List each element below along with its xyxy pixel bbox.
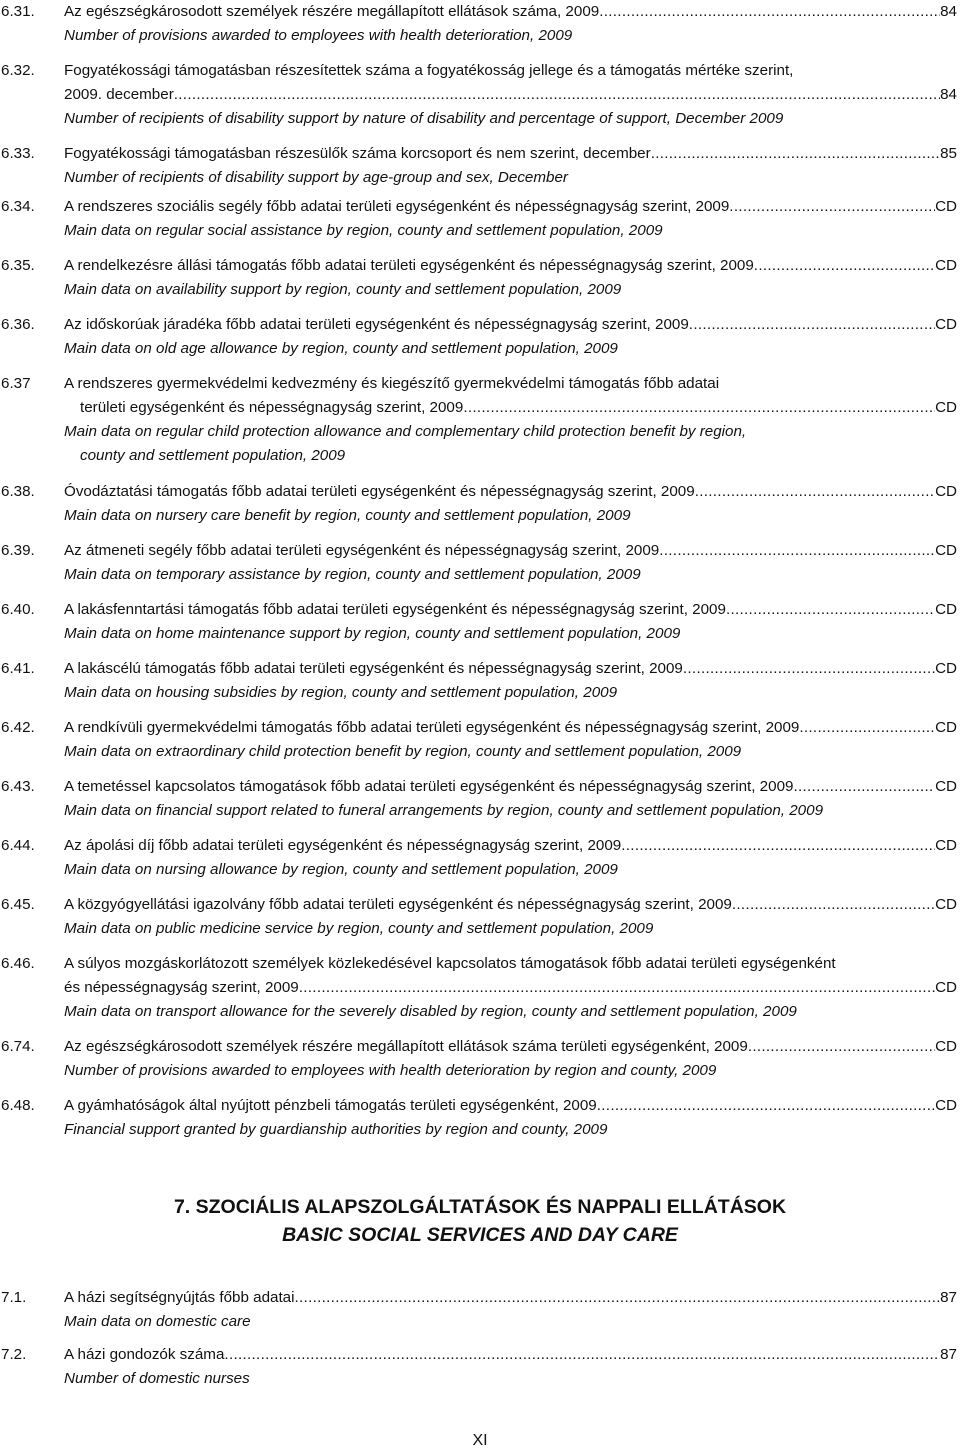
entry-page-ref[interactable]: CD bbox=[935, 1097, 957, 1114]
entry-number: 6.41. bbox=[1, 660, 35, 677]
entry-title-hu-text: területi egységenként és népességnagyság szerint, 2009 bbox=[80, 399, 464, 416]
dot-leader bbox=[732, 893, 935, 917]
dot-leader bbox=[224, 1343, 940, 1367]
entry-page-ref[interactable]: CD bbox=[935, 837, 957, 854]
entry-number: 6.45. bbox=[1, 896, 35, 913]
entry-title-hu-text: A rendelkezésre állási támogatás főbb adatai területi egységenként és népességnagyság szerint, 2009 bbox=[64, 257, 754, 274]
entry-page-ref[interactable]: CD bbox=[935, 399, 957, 416]
dot-leader bbox=[659, 539, 935, 563]
entry-title-hu-line bbox=[64, 952, 957, 976]
entry-page-ref[interactable]: CD bbox=[935, 1038, 957, 1055]
dot-leader bbox=[463, 396, 935, 420]
entry-title-hu[interactable] bbox=[64, 195, 957, 219]
entry-title-en: county and settlement population, 2009 bbox=[80, 447, 346, 464]
dot-leader bbox=[748, 1035, 935, 1059]
entry-title-hu[interactable] bbox=[64, 83, 957, 107]
entry-title-hu-line bbox=[64, 372, 957, 396]
entry-page-ref[interactable]: CD bbox=[935, 719, 957, 736]
entry-title-en: Number of domestic nurses bbox=[64, 1370, 250, 1387]
entry-title-en: Main data on domestic care bbox=[64, 1313, 251, 1330]
page-number: XI bbox=[472, 1432, 488, 1449]
entry-page-ref[interactable]: 84 bbox=[940, 3, 957, 20]
entry-title-en: Main data on temporary assistance by region, county and settlement population, 2009 bbox=[64, 566, 641, 583]
dot-leader bbox=[799, 716, 935, 740]
entry-title-hu-text: 2009. december bbox=[64, 86, 174, 103]
entry-title-hu[interactable] bbox=[64, 976, 957, 1000]
entry-title-hu-text: Az egészségkárosodott személyek részére megállapított ellátások száma, 2009 bbox=[64, 3, 600, 20]
entry-title-hu[interactable] bbox=[64, 834, 957, 858]
entry-title-hu-text: Az ápolási díj főbb adatai területi egységenként és népességnagyság szerint, 2009 bbox=[64, 837, 622, 854]
entry-title-hu-text: A gyámhatóságok által nyújtott pénzbeli támogatás területi egységenként, 2009 bbox=[64, 1097, 597, 1114]
entry-title-hu-text: Óvodáztatási támogatás főbb adatai területi egységenként és népességnagyság szerint, 2009 bbox=[64, 483, 695, 500]
entry-title-hu-text: A rendszeres szociális segély főbb adatai területi egységenként és népességnagyság szerint, 2009 bbox=[64, 198, 730, 215]
entry-page-ref[interactable]: CD bbox=[935, 542, 957, 559]
entry-title-en: Main data on nursing allowance by region, county and settlement population, 2009 bbox=[64, 861, 618, 878]
entry-title-hu-text: Fogyatékossági támogatásban részesülők száma korcsoport és nem szerint, december bbox=[64, 145, 651, 162]
entry-title-en: Main data on nursery care benefit by region, county and settlement population, 2009 bbox=[64, 507, 631, 524]
entry-title-hu-text: Az egészségkárosodott személyek részére megállapított ellátások száma területi egységenként, 2009 bbox=[64, 1038, 748, 1055]
entry-title-hu[interactable] bbox=[64, 254, 957, 278]
entry-title-hu-text: A súlyos mozgáskorlátozott személyek közlekedésével kapcsolatos támogatások főbb adatai területi egységenként bbox=[64, 955, 836, 972]
dot-leader bbox=[174, 83, 940, 107]
entry-title-hu-line bbox=[64, 59, 957, 83]
dot-leader bbox=[599, 0, 940, 24]
entry-number: 6.31. bbox=[1, 3, 35, 20]
entry-page-ref[interactable]: CD bbox=[935, 316, 957, 333]
dot-leader bbox=[729, 195, 935, 219]
entry-title-hu-text: A közgyógyellátási igazolvány főbb adatai területi egységenként és népességnagyság szerint, 2009 bbox=[64, 896, 732, 913]
entry-number: 7.1. bbox=[1, 1289, 27, 1306]
entry-title-hu[interactable] bbox=[64, 142, 957, 166]
entry-title-hu-text: Az időskorúak járadéka főbb adatai területi egységenként és népességnagyság szerint, 2009 bbox=[64, 316, 689, 333]
entry-title-en: Main data on regular child protection allowance and complementary child protection benefit by region, bbox=[64, 423, 747, 440]
entry-title-hu-text: A temetéssel kapcsolatos támogatások főbb adatai területi egységenként és népességnagyság szerint, 2009 bbox=[64, 778, 794, 795]
dot-leader bbox=[689, 313, 935, 337]
entry-title-hu-text: és népességnagyság szerint, 2009 bbox=[64, 979, 299, 996]
entry-title-hu-text: Az átmeneti segély főbb adatai területi egységenként és népességnagyság szerint, 2009 bbox=[64, 542, 660, 559]
dot-leader bbox=[754, 254, 935, 278]
entry-title-hu-text: A rendszeres gyermekvédelmi kedvezmény és kiegészítő gyermekvédelmi támogatás főbb adatai bbox=[64, 375, 720, 392]
entry-page-ref[interactable]: CD bbox=[935, 483, 957, 500]
entry-title-hu[interactable] bbox=[64, 1094, 957, 1118]
entry-title-hu[interactable] bbox=[64, 775, 957, 799]
entry-title-hu[interactable] bbox=[64, 539, 957, 563]
entry-title-hu[interactable] bbox=[64, 313, 957, 337]
dot-leader bbox=[299, 976, 935, 1000]
entry-number: 6.74. bbox=[1, 1038, 35, 1055]
entry-title-hu[interactable] bbox=[64, 480, 957, 504]
entry-number: 6.32. bbox=[1, 62, 35, 79]
entry-number: 6.42. bbox=[1, 719, 35, 736]
entry-title-en: Main data on public medicine service by region, county and settlement population, 2009 bbox=[64, 920, 654, 937]
entry-page-ref[interactable]: CD bbox=[935, 198, 957, 215]
entry-number: 6.39. bbox=[1, 542, 35, 559]
dot-leader bbox=[651, 142, 940, 166]
entry-number: 6.33. bbox=[1, 145, 35, 162]
entry-number: 6.35. bbox=[1, 257, 35, 274]
dot-leader bbox=[621, 834, 935, 858]
entry-page-ref[interactable]: 84 bbox=[940, 86, 957, 103]
dot-leader bbox=[295, 1286, 941, 1310]
entry-title-hu-text: A rendkívüli gyermekvédelmi támogatás főbb adatai területi egységenként és népességnagyság szerint, 2009 bbox=[64, 719, 800, 736]
entry-title-hu[interactable] bbox=[64, 657, 957, 681]
dot-leader bbox=[726, 598, 935, 622]
entry-page-ref[interactable]: CD bbox=[935, 778, 957, 795]
entry-title-hu[interactable] bbox=[64, 893, 957, 917]
entry-title-hu[interactable] bbox=[64, 598, 957, 622]
entry-title-en: Number of provisions awarded to employees with health deterioration, 2009 bbox=[64, 27, 573, 44]
entry-page-ref[interactable]: 85 bbox=[940, 145, 957, 162]
entry-title-en: Main data on availability support by region, county and settlement population, 2009 bbox=[64, 281, 622, 298]
entry-title-hu[interactable] bbox=[64, 1286, 957, 1310]
entry-title-hu[interactable] bbox=[64, 0, 957, 24]
entry-title-en: Number of recipients of disability support by age-group and sex, December bbox=[64, 169, 568, 186]
entry-number: 6.38. bbox=[1, 483, 35, 500]
entry-title-hu-text: Fogyatékossági támogatásban részesítettek száma a fogyatékosság jellege és a támogatás mértéke szerint, bbox=[64, 62, 794, 79]
entry-page-ref[interactable]: 87 bbox=[940, 1346, 957, 1363]
section-title-hu: 7. SZOCIÁLIS ALAPSZOLGÁLTATÁSOK ÉS NAPPALI ELLÁTÁSOK bbox=[173, 1196, 787, 1218]
dot-leader bbox=[597, 1094, 935, 1118]
entry-title-hu[interactable] bbox=[80, 396, 957, 420]
entry-title-hu[interactable] bbox=[64, 716, 957, 740]
entry-title-hu-text: A lakáscélú támogatás főbb adatai területi egységenként és népességnagyság szerint, 2009 bbox=[64, 660, 683, 677]
entry-title-en: Financial support granted by guardianship authorities by region and county, 2009 bbox=[64, 1121, 608, 1138]
entry-number: 6.43. bbox=[1, 778, 35, 795]
entry-page-ref[interactable]: CD bbox=[935, 896, 957, 913]
entry-title-en: Main data on financial support related to funeral arrangements by region, county and settlement population, 2009 bbox=[64, 802, 824, 819]
entry-title-en: Main data on old age allowance by region, county and settlement population, 2009 bbox=[64, 340, 618, 357]
dot-leader bbox=[793, 775, 935, 799]
entry-number: 6.34. bbox=[1, 198, 35, 215]
entry-title-en: Main data on transport allowance for the severely disabled by region, county and settlement population, 2009 bbox=[64, 1003, 797, 1020]
entry-number: 6.40. bbox=[1, 601, 35, 618]
entry-number: 6.48. bbox=[1, 1097, 35, 1114]
entry-title-hu-text: A házi gondozók száma bbox=[64, 1346, 225, 1363]
entry-title-en: Main data on home maintenance support by region, county and settlement population, 2009 bbox=[64, 625, 681, 642]
entry-number: 6.37 bbox=[1, 375, 31, 392]
entry-number: 6.36. bbox=[1, 316, 35, 333]
dot-leader bbox=[683, 657, 935, 681]
entry-page-ref[interactable]: CD bbox=[935, 660, 957, 677]
section-title-en: BASIC SOCIAL SERVICES AND DAY CARE bbox=[282, 1224, 678, 1246]
entry-title-hu-text: A lakásfenntartási támogatás főbb adatai területi egységenként és népességnagyság szerint, 2009 bbox=[64, 601, 726, 618]
entry-title-en: Number of recipients of disability support by nature of disability and percentage of support, December 2009 bbox=[64, 110, 784, 127]
entry-number: 6.46. bbox=[1, 955, 35, 972]
entry-page-ref[interactable]: CD bbox=[935, 601, 957, 618]
entry-title-hu-text: A házi segítségnyújtás főbb adatai bbox=[64, 1289, 295, 1306]
entry-title-en: Main data on regular social assistance by region, county and settlement population, 2009 bbox=[64, 222, 663, 239]
entry-number: 7.2. bbox=[1, 1346, 27, 1363]
entry-title-en: Main data on extraordinary child protection benefit by region, county and settlement population, 2009 bbox=[64, 743, 742, 760]
entry-page-ref[interactable]: CD bbox=[935, 979, 957, 996]
entry-page-ref[interactable]: 87 bbox=[940, 1289, 957, 1306]
entry-title-en: Number of provisions awarded to employees with health deterioration by region and county, 2009 bbox=[64, 1062, 717, 1079]
entry-title-hu[interactable] bbox=[64, 1035, 957, 1059]
entry-title-en: Main data on housing subsidies by region, county and settlement population, 2009 bbox=[64, 684, 618, 701]
entry-number: 6.44. bbox=[1, 837, 35, 854]
entry-title-hu[interactable] bbox=[64, 1343, 957, 1367]
entry-page-ref[interactable]: CD bbox=[935, 257, 957, 274]
dot-leader bbox=[695, 480, 935, 504]
